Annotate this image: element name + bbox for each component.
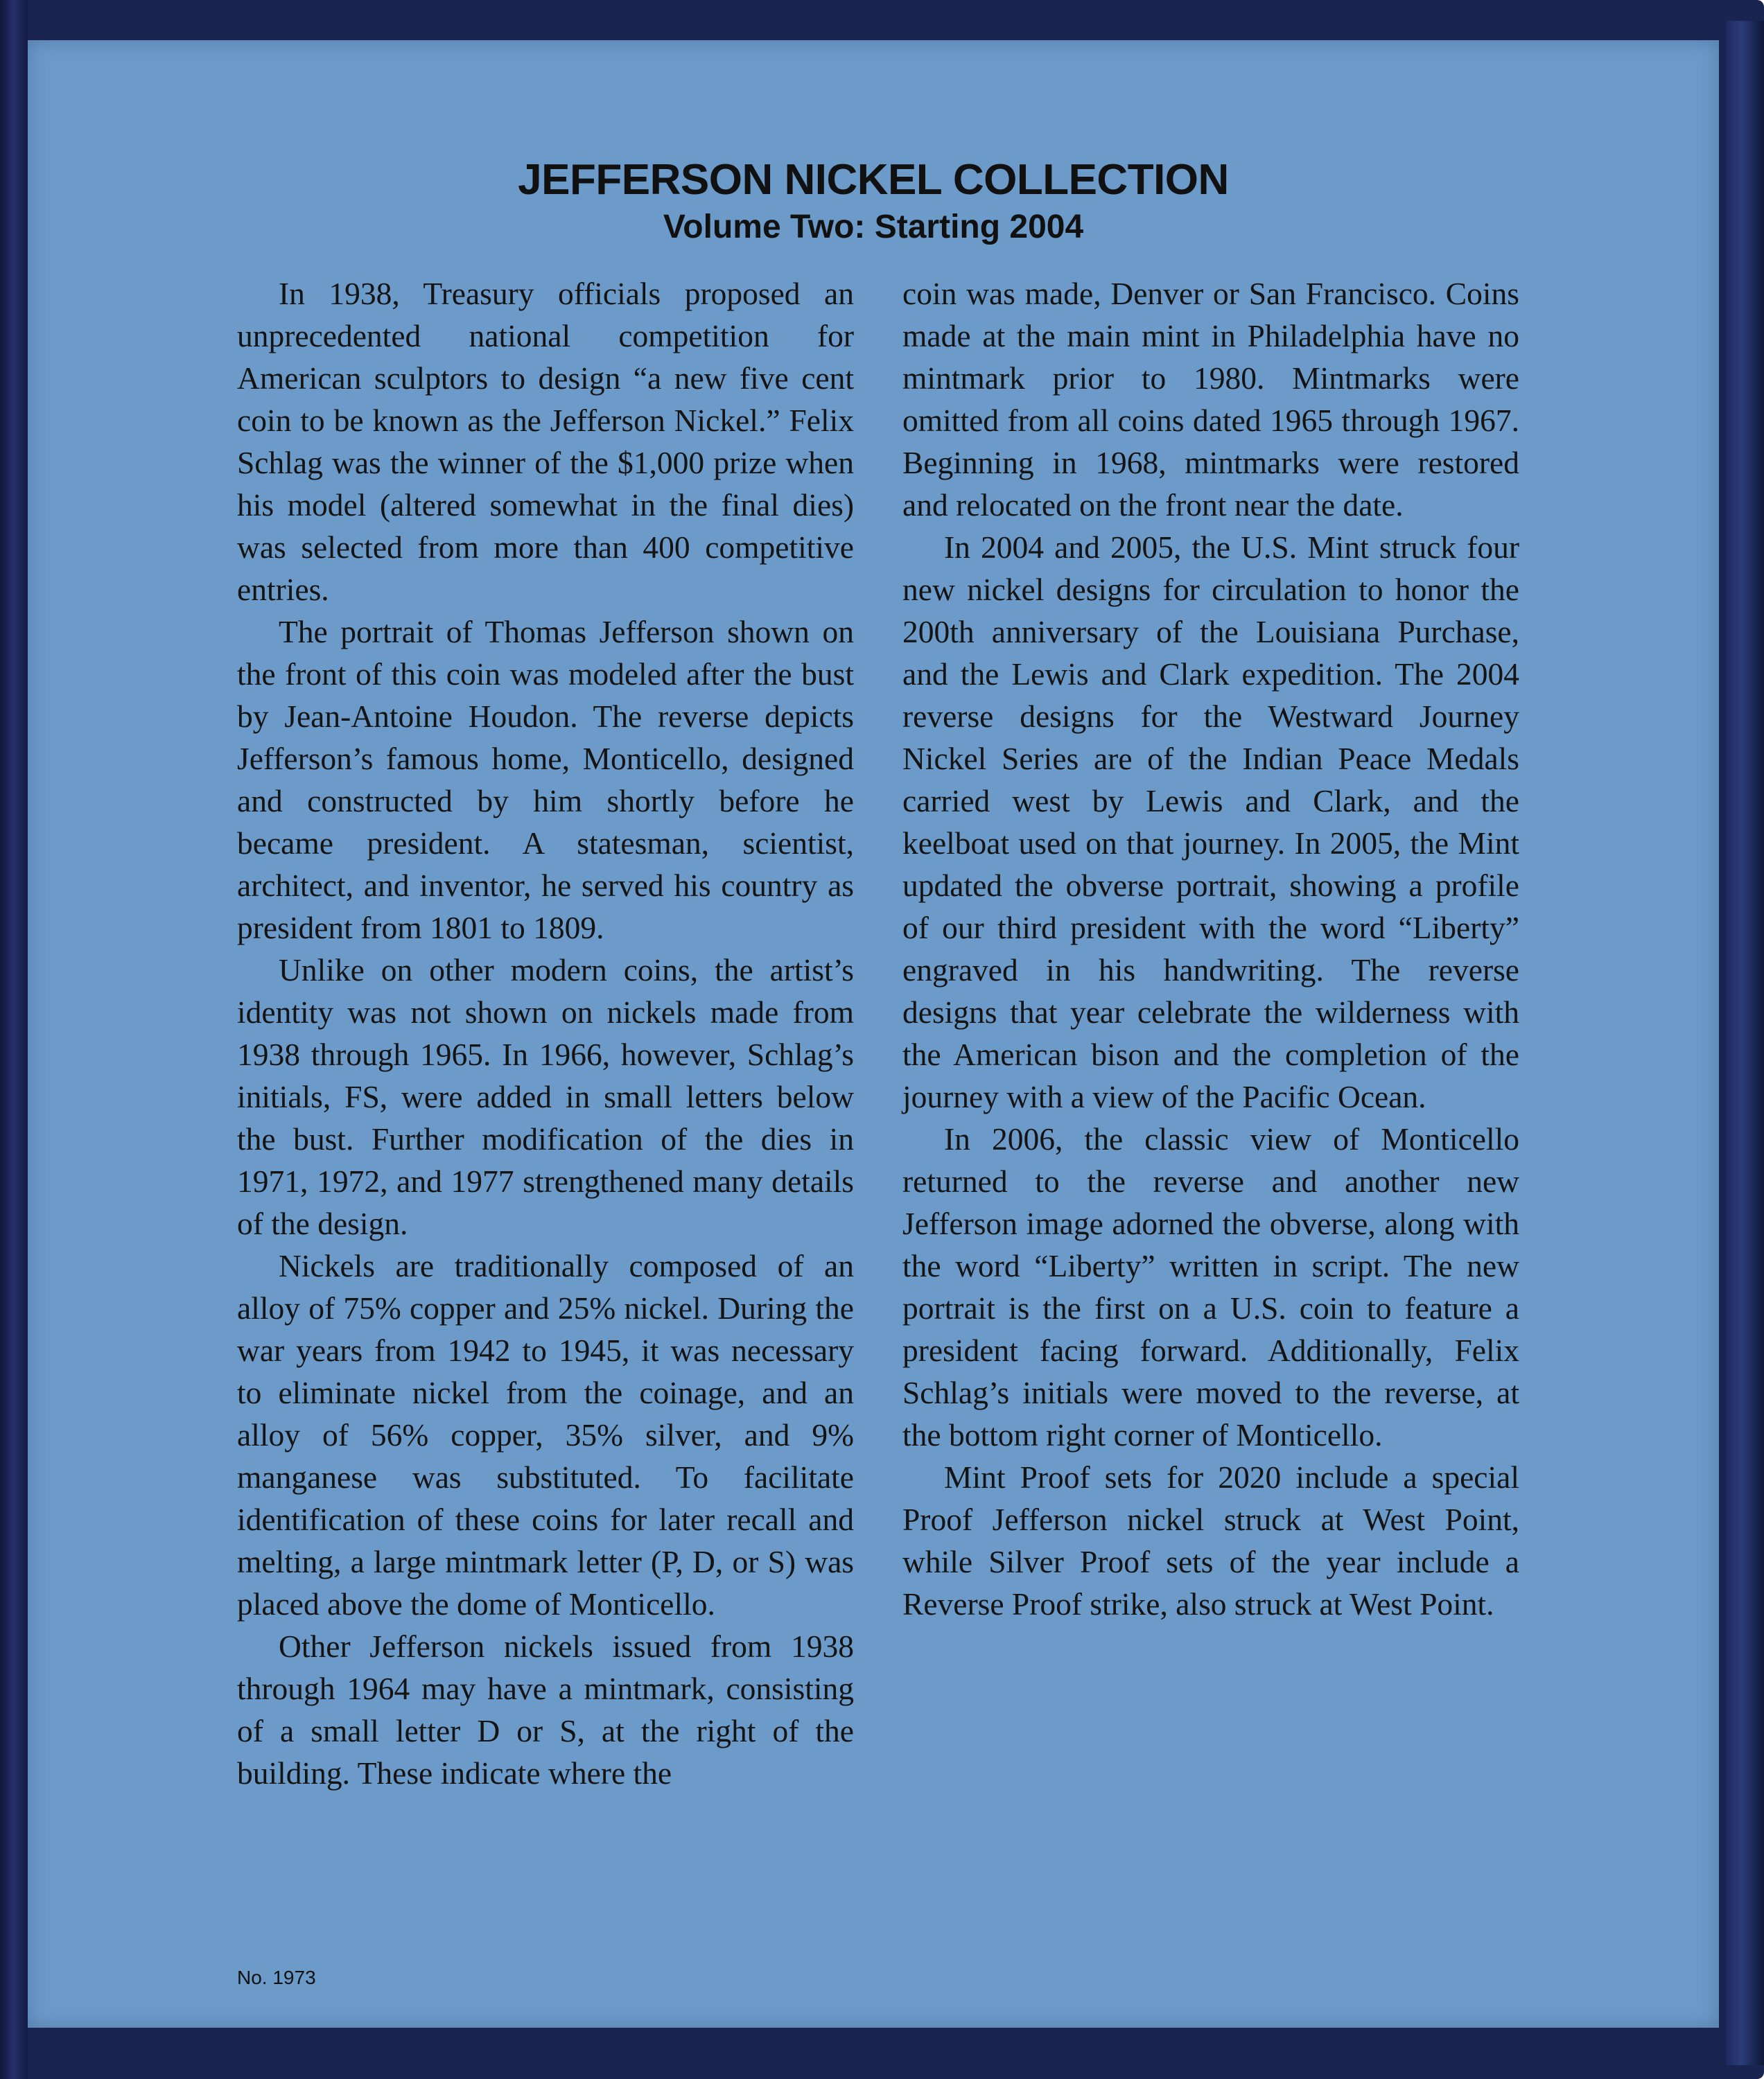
paragraph: In 2004 and 2005, the U.S. Mint struck four new nickel designs for circulation to honor the 200th anniversary of the Louisiana Purchase, and the Lewis and Clark expedition. The 2004 reverse designs for the Westward Journey Nickel Series are of the Indian Peace Medals carried west by Lewis and Clark, and the keelboat used on that journey. In 2005, the Mint updated the obverse portrait, showing a profile of our third president with the word “Liberty” engraved in his handwriting. The reverse designs that year celebrate the wilderness with the American bison and the completion of the journey with a view of the Pacific Ocean. xyxy=(902,529,1519,1114)
paragraph: Unlike on other modern coins, the artist’s identity was not shown on nickels made from 1938 through 1965. In 1966, however, Schlag’s initials, FS, were added in small letters below the bust. Further modification of the dies in 1971, 1972, and 1977 strengthened many details of the design. xyxy=(237,952,854,1241)
page-title: JEFFERSON NICKEL COLLECTION xyxy=(518,156,1229,204)
catalog-number: No. 1973 xyxy=(237,1967,316,1988)
page-subtitle: Volume Two: Starting 2004 xyxy=(663,209,1084,245)
right-column xyxy=(902,272,1519,1625)
cover-edge xyxy=(1726,21,1764,2065)
left-column xyxy=(237,272,854,1794)
cover-spine xyxy=(0,0,28,2079)
paragraph: The portrait of Thomas Jefferson shown on the front of this coin was modeled after the bust by Jean-Antoine Houdon. The reverse depicts Jefferson’s famous home, Monticello, designed and constructed by him shortly before he became president. A statesman, scientist, architect, and inventor, he served his country as president from 1801 to 1809. xyxy=(237,614,854,945)
text-panel xyxy=(28,40,1719,2028)
paragraph: coin was made, Denver or San Francisco. Coins made at the main mint in Philadelphia have no mintmark prior to 1980. Mintmarks were omitted from all coins dated 1965 through 1967. Beginning in 1968, mintmarks were restored and relocated on the front near the date. xyxy=(902,276,1519,523)
paragraph: In 2006, the classic view of Monticello returned to the reverse and another new Jefferson image adorned the obverse, along with the word “Liberty” written in script. The new portrait is the first on a U.S. coin to feature a president facing forward. Additionally, Felix Schlag’s initials were moved to the reverse, at the bottom right corner of Monticello. xyxy=(902,1121,1519,1453)
paragraph: In 1938, Treasury officials proposed an unprecedented national competition for American sculptors to design “a new five cent coin to be known as the Jefferson Nickel.” Felix Schlag was the winner of the $1,000 prize when his model (altered somewhat in the final dies) was selected from more than 400 competitive entries. xyxy=(237,276,854,607)
paragraph: Other Jefferson nickels issued from 1938 through 1964 may have a mintmark, consisting of a small letter D or S, at the right of the building. These indicate where the xyxy=(237,1629,854,1791)
paragraph: Mint Proof sets for 2020 include a special Proof Jefferson nickel struck at West Point, while Silver Proof sets of the year include a Reverse Proof strike, also struck at West Point. xyxy=(902,1459,1519,1622)
paragraph: Nickels are traditionally composed of an alloy of 75% copper and 25% nickel. During the war years from 1942 to 1945, it was necessary to eliminate nickel from the coinage, and an alloy of 56% copper, 35% silver, and 9% manganese was substituted. To facilitate identification of these coins for later recall and melting, a large mintmark letter (P, D, or S) was placed above the dome of Monticello. xyxy=(237,1248,854,1622)
